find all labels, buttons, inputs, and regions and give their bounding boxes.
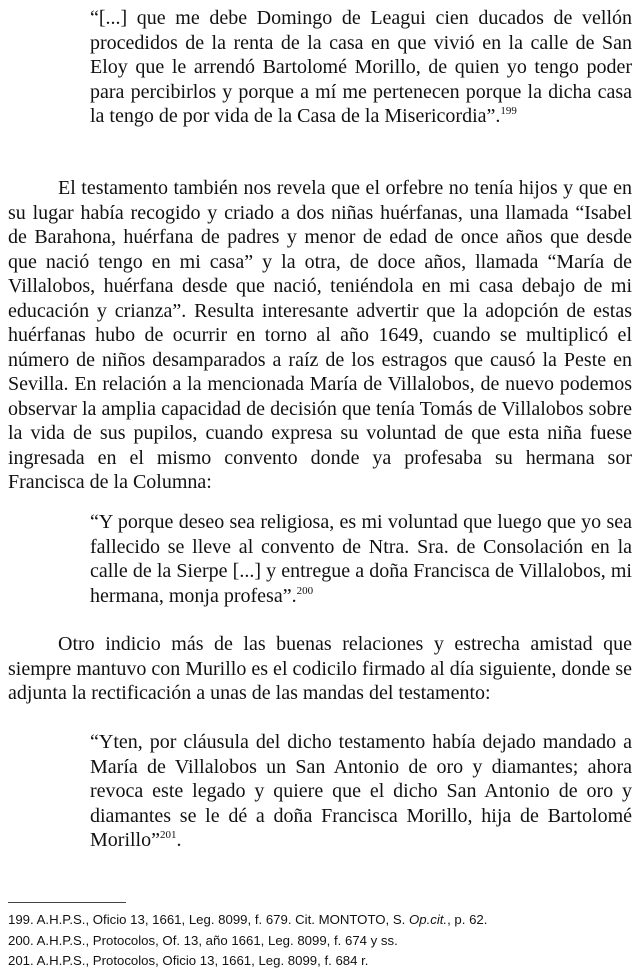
footnote-number: 201. <box>8 953 34 968</box>
paragraph-text: Otro indicio más de las buenas relaciones y estrecha amistad que siempre mantuvo con Murillo es el codicilo firmado al día siguiente, donde se adjunta la rectificación a unas de las mandas del testamento: <box>8 633 632 704</box>
quote-text: “Y porque deseo sea religiosa, es mi voluntad que luego que yo sea fallecido se lleve al convento de Ntra. Sra. de Consolación en la calle de la Sierpe [...] y entregue a doña Francisca de Villalobos, mi hermana, monja profesa”. <box>90 511 632 607</box>
footnote-number: 199. <box>8 912 34 927</box>
footnote-number: 200. <box>8 932 34 948</box>
footnotes <box>8 910 632 972</box>
block-quote-2 <box>90 510 632 608</box>
quote-text: “Yten, por cláusula del dicho testamento había dejado mandado a María de Villalobos un San Antonio de oro y diamantes; ahora revoca este legado y quiere que el dicho San Antonio de oro y diamantes se le dé a doña Francisca Morillo, hija de Bartolomé Morillo” <box>90 731 632 851</box>
footnote-200 <box>8 931 632 952</box>
footnote-199 <box>8 910 632 931</box>
footnote-text: A.H.P.S., Protocolos, Oficio 13, 1661, Leg. 8099, f. 684 r. <box>36 953 369 968</box>
footnote-text: A.H.P.S., Protocolos, Of. 13, año 1661, Leg. 8099, f. 674 y ss. <box>36 932 398 948</box>
paragraph-text: El testamento también nos revela que el orfebre no tenía hijos y que en su lugar había recogido y criado a dos niñas huérfanas, una llamada “Isabel de Barahona, huérfana de padres y menor de edad de once años que desde que nació tengo en mi casa” y la otra, de doce años, llamada “María de Villalobos, huérfana desde que nació, teniéndola en mi casa debajo de mi educación y crianza”. Resulta interesante advertir que la adopción de estas huérfanas hubo de ocurrir en torno al año 1649, cuando se multiplicó el número de niños desamparados a raíz de los estragos que causó la Peste en Sevilla. En relación a la mencionada María de Villalobos, de nuevo podemos observar la amplia capacidad de decisión que tenía Tomás de Villalobos sobre la vida de sus pupilos, cuando expresa su voluntad de que esta niña fuese ingresada en el mismo convento donde ya profesaba su hermana sor Francisca de la Columna: <box>8 177 632 493</box>
footnote-text: A.H.P.S., Oficio 13, 1661, Leg. 8099, f. 679. Cit. MONTOTO, S. <box>36 912 406 927</box>
footnote-ref-199[interactable]: 199 <box>500 105 517 117</box>
block-quote-1 <box>90 6 632 129</box>
quote-text: “[...] que me debe Domingo de Leagui cien ducados de vellón procedidos de la renta de la casa en que vivió en la calle de San Eloy que le arrendó Bartolomé Morillo, de quien yo tengo poder para percibirlos y porque a mí me pertenecen porque la dicha casa la tengo de por vida de la Casa de la Misericordia”. <box>90 7 632 127</box>
footnote-italic: Op.cit. <box>408 912 448 927</box>
footnote-divider <box>8 902 126 903</box>
footnote-ref-200[interactable]: 200 <box>296 584 314 597</box>
quote-tail: . <box>176 829 182 851</box>
footnote-ref-201[interactable]: 201 <box>160 829 177 841</box>
body-paragraph-1 <box>8 176 632 495</box>
footnote-text-after: , p. 62. <box>447 912 488 927</box>
body-paragraph-2 <box>8 632 632 706</box>
block-quote-3 <box>90 730 632 853</box>
footnote-201 <box>8 951 632 972</box>
